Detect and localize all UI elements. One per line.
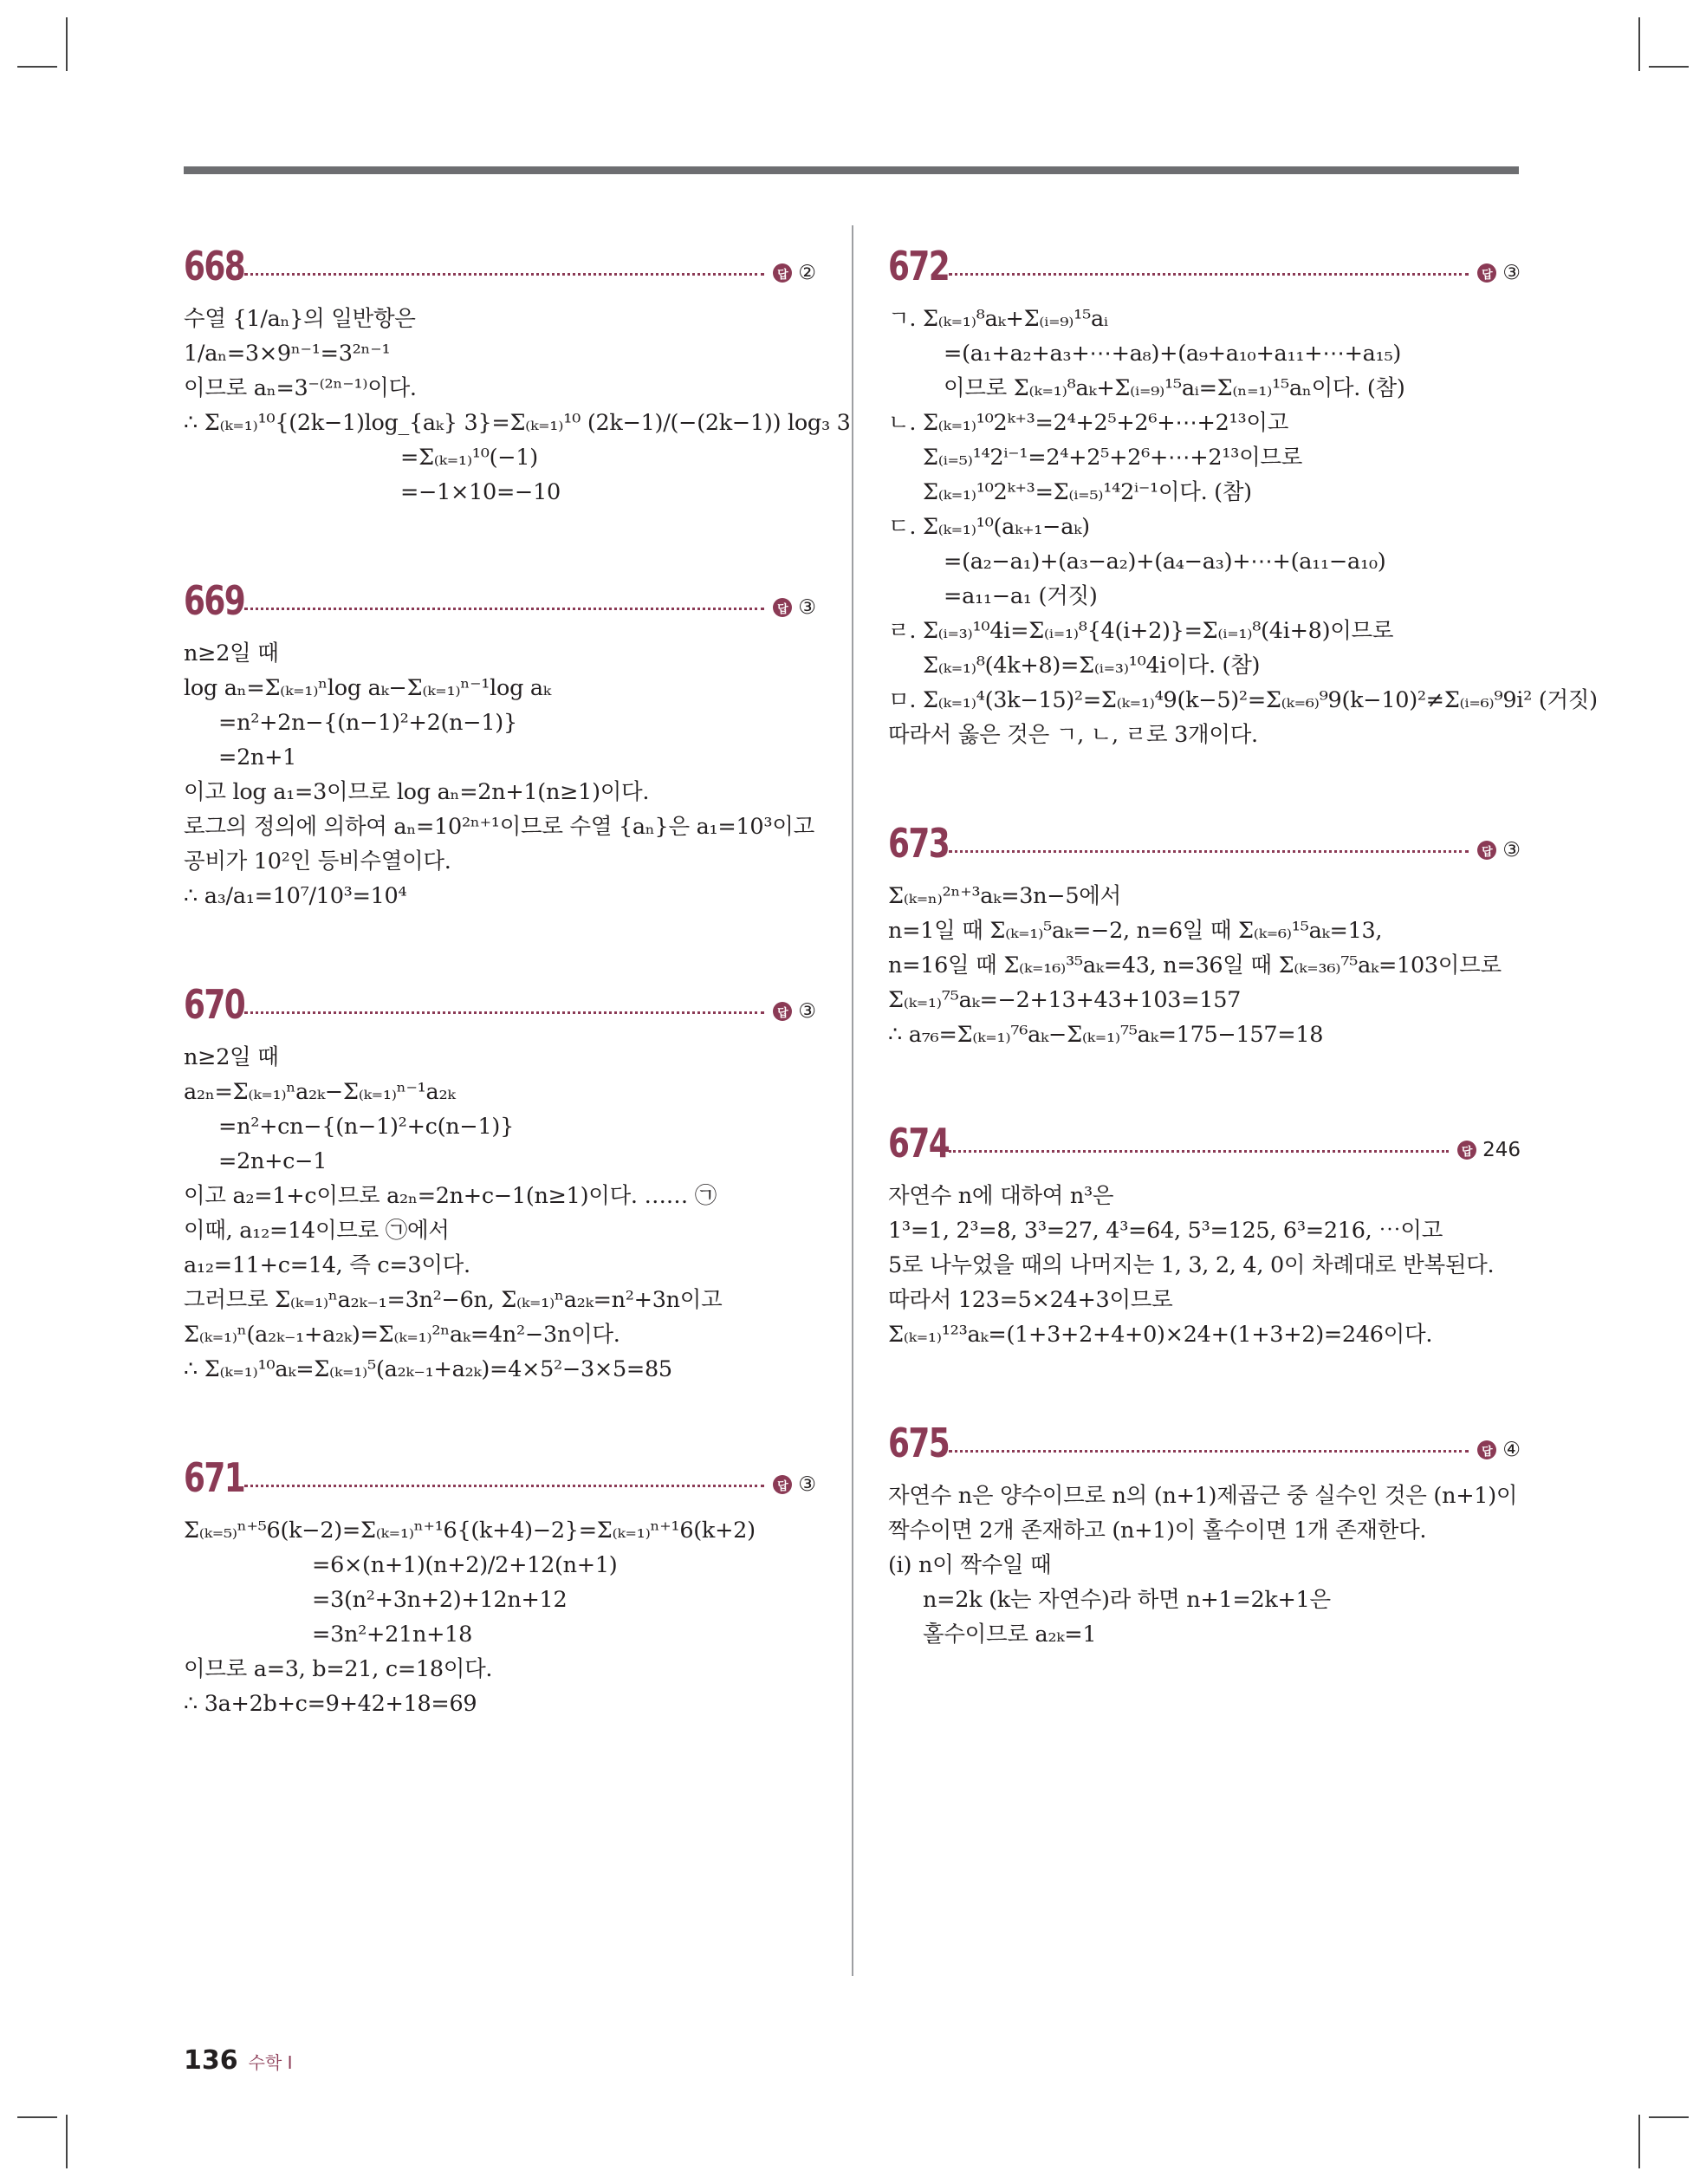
solution-line: 이고 log a₁=3이므로 log aₙ=2n+1(n≥1)이다.	[184, 779, 650, 805]
answer-badge-icon: 답	[1477, 1440, 1496, 1459]
answer-value: ③	[1502, 839, 1521, 861]
solution-line: 따라서 123=5×24+3이므로	[888, 1287, 1173, 1313]
problem-spacer	[184, 1387, 816, 1444]
answer-value: ④	[1502, 1439, 1521, 1461]
answer-badge-icon: 답	[773, 263, 792, 283]
dotted-leader	[244, 608, 764, 610]
problem-header	[184, 1444, 816, 1501]
solution-line: =Σ₍ₖ₌₁₎¹⁰(−1)	[400, 445, 538, 471]
solution-line: n=2k (k는 자연수)라 하면 n+1=2k+1은	[923, 1587, 1331, 1613]
answer-value: ②	[798, 262, 816, 284]
solution-line: 자연수 n에 대하여 n³은	[888, 1183, 1114, 1209]
solution-line: Σ₍ₖ₌₁₎⁷⁵aₖ=−2+13+43+103=157	[888, 987, 1242, 1013]
problem-number: 671	[184, 1454, 245, 1501]
solution-line: =a₁₁−a₁ (거짓)	[944, 583, 1098, 609]
solution-line: n≥2일 때	[184, 1044, 279, 1070]
answer-value: ③	[1502, 262, 1521, 284]
solution-line: ㄱ. Σ₍ₖ₌₁₎⁸aₖ+Σ₍ᵢ₌₉₎¹⁵aᵢ	[888, 306, 1108, 332]
solution-line: =6×(n+1)(n+2)/2+12(n+1)	[312, 1552, 618, 1578]
answer-badge-icon: 답	[1477, 263, 1496, 283]
answer-label	[773, 1473, 816, 1496]
solution-line: =(a₂−a₁)+(a₃−a₂)+(a₄−a₃)+⋯+(a₁₁−a₁₀)	[944, 549, 1386, 575]
answer-label	[1457, 1139, 1521, 1161]
solution-line: ㄹ. Σ₍ᵢ₌₃₎¹⁰4i=Σ₍ᵢ₌₁₎⁸{4(i+2)}=Σ₍ᵢ₌₁₎⁸(4i+8)이므로	[888, 618, 1394, 644]
solution-line: =2n+1	[218, 744, 297, 770]
solution-line: 자연수 n은 양수이므로 n의 (n+1)제곱근 중 실수인 것은 (n+1)이	[888, 1483, 1518, 1509]
answer-label	[773, 596, 816, 619]
problem-header	[888, 232, 1521, 289]
header-rule	[184, 166, 1519, 174]
solution-line: 이고 a₂=1+c이므로 a₂ₙ=2n+c−1(n≥1)이다. …… ㉠	[184, 1183, 717, 1209]
problem-header	[888, 1409, 1521, 1466]
crop-mark-tl-h	[17, 66, 57, 68]
problem-number: 668	[184, 243, 245, 289]
answer-value: ③	[798, 596, 816, 619]
solution-line: ㄷ. Σ₍ₖ₌₁₎¹⁰(aₖ₊₁−aₖ)	[888, 514, 1090, 540]
answer-label	[1477, 262, 1521, 284]
solution-line: ∴ 3a+2b+c=9+42+18=69	[184, 1691, 477, 1717]
problem-673	[888, 809, 1521, 1052]
page-footer	[184, 2045, 293, 2076]
solution-line: ∴ a₃/a₁=10⁷/10³=10⁴	[184, 883, 407, 909]
solution-line: 5로 나누었을 때의 나머지는 1, 3, 2, 4, 0이 차례대로 반복된다.	[888, 1252, 1495, 1278]
page-number: 136	[184, 2045, 238, 2076]
solution-line: =2n+c−1	[218, 1148, 328, 1174]
dotted-leader	[949, 1450, 1469, 1453]
crop-mark-tl-v	[66, 17, 68, 71]
solution-line: ㅁ. Σ₍ₖ₌₁₎⁴(3k−15)²=Σ₍ₖ₌₁₎⁴9(k−5)²=Σ₍ₖ₌₆₎⁹9(k−10)²≠Σ₍ᵢ₌₆₎⁹9i² (거짓)	[888, 687, 1598, 713]
solution-line: 홀수이므로 a₂ₖ=1	[923, 1622, 1097, 1648]
solution-line: ∴ Σ₍ₖ₌₁₎¹⁰{(2k−1)log_{aₖ} 3}=Σ₍ₖ₌₁₎¹⁰ (2k−1)/(−(2k−1)) log₃ 3	[184, 410, 851, 436]
solution-line: log aₙ=Σ₍ₖ₌₁₎ⁿlog aₖ−Σ₍ₖ₌₁₎ⁿ⁻¹log aₖ	[184, 675, 551, 701]
solution-line: 이때, a₁₂=14이므로 ㉠에서	[184, 1218, 450, 1244]
problem-669	[184, 567, 816, 913]
dotted-leader	[949, 273, 1469, 276]
problem-674	[888, 1109, 1521, 1352]
solution-line: 1³=1, 2³=8, 3³=27, 4³=64, 5³=125, 6³=216, ⋯이고	[888, 1218, 1443, 1244]
crop-mark-bl-h	[17, 2116, 57, 2118]
answer-value: 246	[1482, 1139, 1521, 1161]
problem-number: 675	[888, 1420, 950, 1466]
answer-label	[1477, 839, 1521, 861]
solution-line: =−1×10=−10	[400, 479, 561, 505]
problem-spacer	[184, 510, 816, 567]
solution-line: 이므로 aₙ=3⁻⁽²ⁿ⁻¹⁾이다.	[184, 375, 417, 401]
problem-spacer	[888, 1352, 1521, 1409]
solution-line: 공비가 10²인 등비수열이다.	[184, 848, 451, 874]
answer-badge-icon: 답	[1477, 841, 1496, 860]
solution-line: (i) n이 짝수일 때	[888, 1552, 1052, 1578]
problem-number: 670	[184, 981, 245, 1028]
right-column	[888, 232, 1598, 1652]
solution-line: 1/aₙ=3×9ⁿ⁻¹=3²ⁿ⁻¹	[184, 341, 391, 367]
solution-line: a₁₂=11+c=14, 즉 c=3이다.	[184, 1252, 470, 1278]
problem-670	[184, 971, 816, 1387]
crop-mark-br-h	[1649, 2116, 1689, 2118]
answer-badge-icon: 답	[773, 1002, 792, 1021]
crop-mark-tr-h	[1649, 66, 1689, 68]
crop-mark-br-v	[1638, 2115, 1640, 2168]
solution-line: =3n²+21n+18	[312, 1622, 472, 1648]
left-column	[184, 232, 851, 1721]
problem-number: 674	[888, 1120, 950, 1167]
problem-675	[888, 1409, 1521, 1652]
column-divider	[852, 225, 853, 1976]
answer-badge-icon: 답	[773, 1475, 792, 1494]
problem-spacer	[184, 913, 816, 971]
solution-line: 따라서 옳은 것은 ㄱ, ㄴ, ㄹ로 3개이다.	[888, 722, 1258, 748]
solution-line: Σ₍ₖ₌₁₎ⁿ(a₂ₖ₋₁+a₂ₖ)=Σ₍ₖ₌₁₎²ⁿaₖ=4n²−3n이다.	[184, 1322, 620, 1348]
solution-line: 수열 {1/aₙ}의 일반항은	[184, 306, 416, 332]
problem-header	[184, 567, 816, 624]
problem-spacer	[888, 752, 1521, 809]
answer-badge-icon: 답	[773, 598, 792, 617]
solution-line: =(a₁+a₂+a₃+⋯+a₈)+(a₉+a₁₀+a₁₁+⋯+a₁₅)	[944, 341, 1402, 367]
solution-line: ∴ Σ₍ₖ₌₁₎¹⁰aₖ=Σ₍ₖ₌₁₎⁵(a₂ₖ₋₁+a₂ₖ)=4×5²−3×5=85	[184, 1356, 672, 1382]
solution-line: Σ₍ₖ₌₅₎ⁿ⁺⁵6(k−2)=Σ₍ₖ₌₁₎ⁿ⁺¹6{(k+4)−2}=Σ₍ₖ₌₁₎ⁿ⁺¹6(k+2)	[184, 1518, 756, 1544]
problem-header	[888, 1109, 1521, 1167]
dotted-leader	[244, 273, 764, 276]
crop-mark-tr-v	[1638, 17, 1640, 71]
problem-header	[888, 809, 1521, 867]
solution-line: =n²+2n−{(n−1)²+2(n−1)}	[218, 710, 517, 736]
dotted-leader	[244, 1485, 764, 1487]
solution-line: =3(n²+3n+2)+12n+12	[312, 1587, 568, 1613]
problem-header	[184, 971, 816, 1028]
answer-badge-icon: 답	[1457, 1141, 1476, 1160]
solution-line: 짝수이면 2개 존재하고 (n+1)이 홀수이면 1개 존재한다.	[888, 1518, 1427, 1544]
solution-line: 이므로 Σ₍ₖ₌₁₎⁸aₖ+Σ₍ᵢ₌₉₎¹⁵aᵢ=Σ₍ₙ₌₁₎¹⁵aₙ이다. (참)	[944, 375, 1405, 401]
solution-line: Σ₍ₖ₌₁₎¹⁰2ᵏ⁺³=Σ₍ᵢ₌₅₎¹⁴2ⁱ⁻¹이다. (참)	[923, 479, 1252, 505]
solution-line: Σ₍ₖ₌ₙ₎²ⁿ⁺³aₖ=3n−5에서	[888, 883, 1121, 909]
problem-spacer	[888, 1052, 1521, 1109]
solution-line: Σ₍ₖ₌₁₎⁸(4k+8)=Σ₍ᵢ₌₃₎¹⁰4i이다. (참)	[923, 653, 1261, 679]
answer-label	[773, 1000, 816, 1023]
solution-line: n≥2일 때	[184, 640, 279, 666]
solution-line: n=1일 때 Σ₍ₖ₌₁₎⁵aₖ=−2, n=6일 때 Σ₍ₖ₌₆₎¹⁵aₖ=13,	[888, 918, 1383, 944]
problem-668	[184, 232, 851, 510]
crop-mark-bl-v	[66, 2115, 68, 2168]
problem-672	[888, 232, 1598, 752]
problem-number: 672	[888, 243, 950, 289]
solution-line: n=16일 때 Σ₍ₖ₌₁₆₎³⁵aₖ=43, n=36일 때 Σ₍ₖ₌₃₆₎⁷⁵aₖ=103이므로	[888, 952, 1502, 978]
solution-line: ∴ a₇₆=Σ₍ₖ₌₁₎⁷⁶aₖ−Σ₍ₖ₌₁₎⁷⁵aₖ=175−157=18	[888, 1022, 1324, 1048]
solution-line: 로그의 정의에 의하여 aₙ=10²ⁿ⁺¹이므로 수열 {aₙ}은 a₁=10³이고	[184, 814, 814, 840]
solution-line: a₂ₙ=Σ₍ₖ₌₁₎ⁿa₂ₖ−Σ₍ₖ₌₁₎ⁿ⁻¹a₂ₖ	[184, 1079, 456, 1105]
dotted-leader	[244, 1011, 764, 1014]
solution-line: =n²+cn−{(n−1)²+c(n−1)}	[218, 1114, 514, 1140]
answer-value: ③	[798, 1000, 816, 1023]
solution-line: 그러므로 Σ₍ₖ₌₁₎ⁿa₂ₖ₋₁=3n²−6n, Σ₍ₖ₌₁₎ⁿa₂ₖ=n²+3n이고	[184, 1287, 723, 1313]
dotted-leader	[949, 850, 1469, 853]
solution-line: Σ₍ᵢ₌₅₎¹⁴2ⁱ⁻¹=2⁴+2⁵+2⁶+⋯+2¹³이므로	[923, 445, 1303, 471]
solution-line: Σ₍ₖ₌₁₎¹²³aₖ=(1+3+2+4+0)×24+(1+3+2)=246이다.	[888, 1322, 1433, 1348]
problem-header	[184, 232, 816, 289]
subject-label: 수학 I	[248, 2052, 293, 2073]
solution-line: 이므로 a=3, b=21, c=18이다.	[184, 1656, 493, 1682]
problem-number: 673	[888, 820, 950, 867]
problem-671	[184, 1444, 816, 1721]
solution-line: ㄴ. Σ₍ₖ₌₁₎¹⁰2ᵏ⁺³=2⁴+2⁵+2⁶+⋯+2¹³이고	[888, 410, 1289, 436]
answer-label	[773, 262, 816, 284]
dotted-leader	[949, 1150, 1449, 1153]
answer-value: ③	[798, 1473, 816, 1496]
problem-number: 669	[184, 577, 245, 624]
answer-label	[1477, 1439, 1521, 1461]
